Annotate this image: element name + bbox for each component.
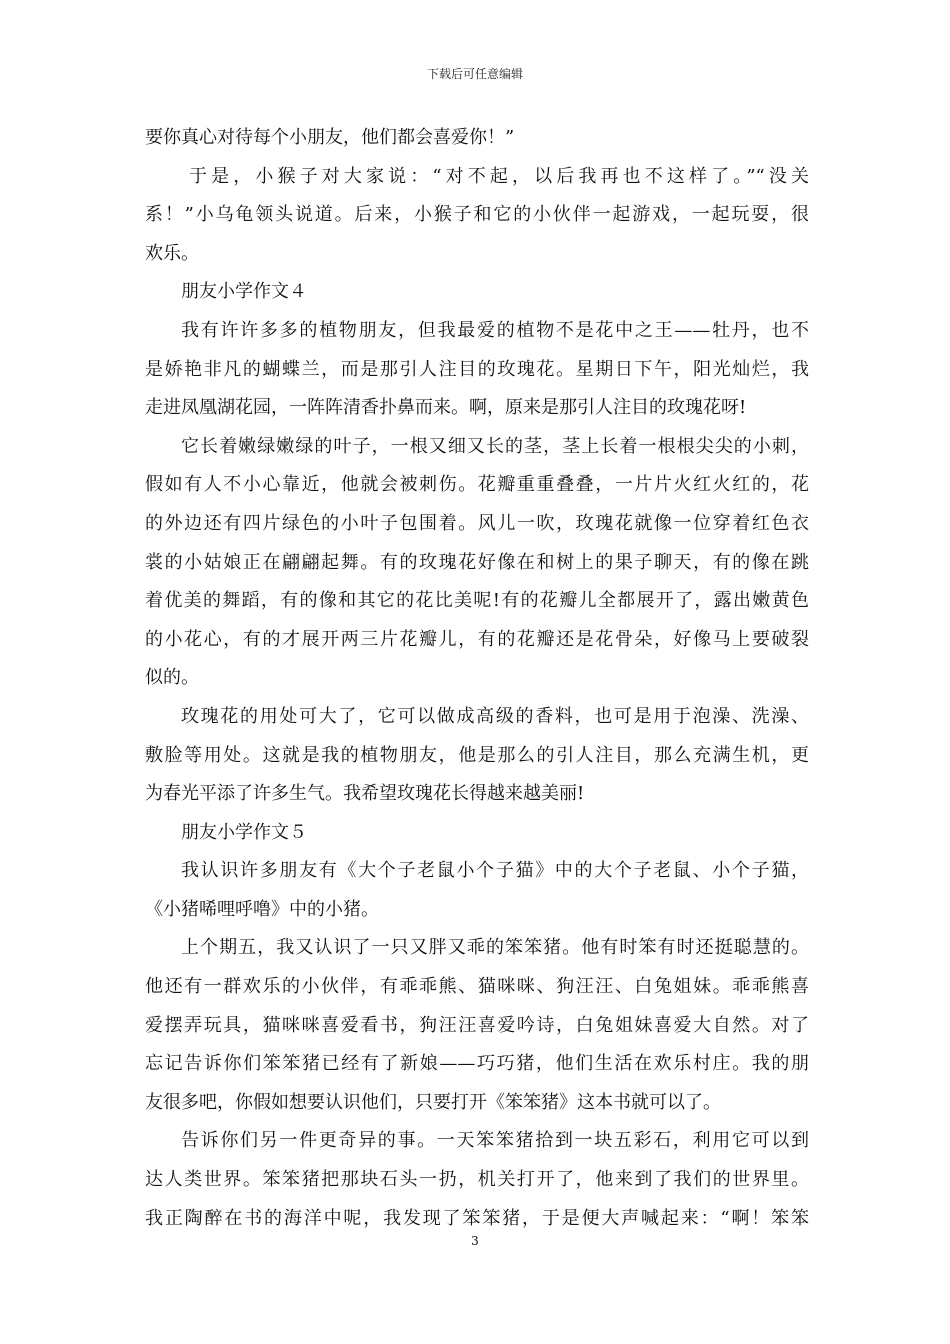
text-line: 的小花心，有的才展开两三片花瓣儿，有的花瓣还是花骨朵，好像马上要破裂	[145, 628, 809, 650]
text-line: 似的。	[145, 667, 199, 689]
text-line: 玫瑰花的用处可大了，它可以做成高级的香料，也可是用于泡澡、洗澡、	[181, 705, 809, 727]
text-line: 《小猪唏哩呼噜》中的小猪。	[145, 898, 379, 920]
text-line: 是娇艳非凡的蝴蝶兰，而是那引人注目的玫瑰花。星期日下午，阳光灿烂，我	[145, 358, 809, 380]
text-line: 系！”小乌龟领头说道。后来，小猴子和它的小伙伴一起游戏，一起玩耍，很	[145, 204, 809, 226]
page-header: 下载后可任意编辑	[426, 67, 523, 81]
text-line: 他还有一群欢乐的小伙伴，有乖乖熊、猫咪咪、狗汪汪、白兔姐妹。乖乖熊喜	[145, 976, 809, 998]
section-heading: 朋友小学作文４	[181, 281, 307, 303]
text-line: 敷脸等用处。这就是我的植物朋友，他是那么的引人注目，那么充满生机，更	[145, 744, 809, 766]
text-line: 达人类世界。笨笨猪把那块石头一扔，机关打开了，他来到了我们的世界里。	[145, 1169, 809, 1191]
text-line: 要你真心对待每个小朋友，他们都会喜爱你！”	[145, 127, 515, 148]
text-line: 走进凤凰湖花园，一阵阵清香扑鼻而来。啊，原来是那引人注目的玫瑰花呀!	[145, 397, 747, 419]
text-line: 它长着嫩绿嫩绿的叶子，一根又细又长的茎，茎上长着一根根尖尖的小刺，	[181, 435, 809, 457]
text-line: 的外边还有四片绿色的小叶子包围着。风儿一吹，玫瑰花就像一位穿着红色衣	[145, 512, 809, 534]
text-line: 着优美的舞蹈，有的像和其它的花比美呢!有的花瓣儿全都展开了，露出嫩黄色	[145, 590, 809, 612]
text-line: 友很多吧，你假如想要认识他们，只要打开《笨笨猪》这本书就可以了。	[145, 1091, 721, 1113]
text-line: 假如有人不小心靠近，他就会被刺伤。花瓣重重叠叠，一片片火红火红的，花	[145, 474, 809, 496]
text-line: 告诉你们另一件更奇异的事。一天笨笨猪拾到一块五彩石，利用它可以到	[181, 1130, 809, 1152]
text-line: 上个期五，我又认识了一只又胖又乖的笨笨猪。他有时笨有时还挺聪慧的。	[181, 937, 809, 959]
document-body	[145, 119, 809, 1238]
text-line: 爱摆弄玩具，猫咪咪喜爱看书，狗汪汪喜爱吟诗，白兔姐妹喜爱大自然。对了	[145, 1014, 809, 1036]
text-line: 我认识许多朋友有《大个子老鼠小个子猫》中的大个子老鼠、小个子猫，	[181, 860, 809, 882]
text-line: 欢乐。	[145, 242, 199, 264]
page-number: 3	[471, 1234, 479, 1248]
text-line: 我正陶醉在书的海洋中呢，我发现了笨笨猪，于是便大声喊起来：“啊！笨笨	[145, 1207, 809, 1229]
section-heading: 朋友小学作文５	[181, 821, 307, 843]
text-line: 忘记告诉你们笨笨猪已经有了新娘——巧巧猪，他们生活在欢乐村庄。我的朋	[145, 1053, 809, 1075]
text-line: 于是，小猴子对大家说：“对不起，以后我再也不这样了。”“没关	[189, 165, 809, 187]
text-line: 我有许许多多的植物朋友，但我最爱的植物不是花中之王——牡丹，也不	[181, 319, 809, 341]
text-line: 为春光平添了许多生气。我希望玫瑰花长得越来越美丽!	[145, 783, 585, 805]
text-line: 裳的小姑娘正在翩翩起舞。有的玫瑰花好像在和树上的果子聊天，有的像在跳	[145, 551, 809, 573]
